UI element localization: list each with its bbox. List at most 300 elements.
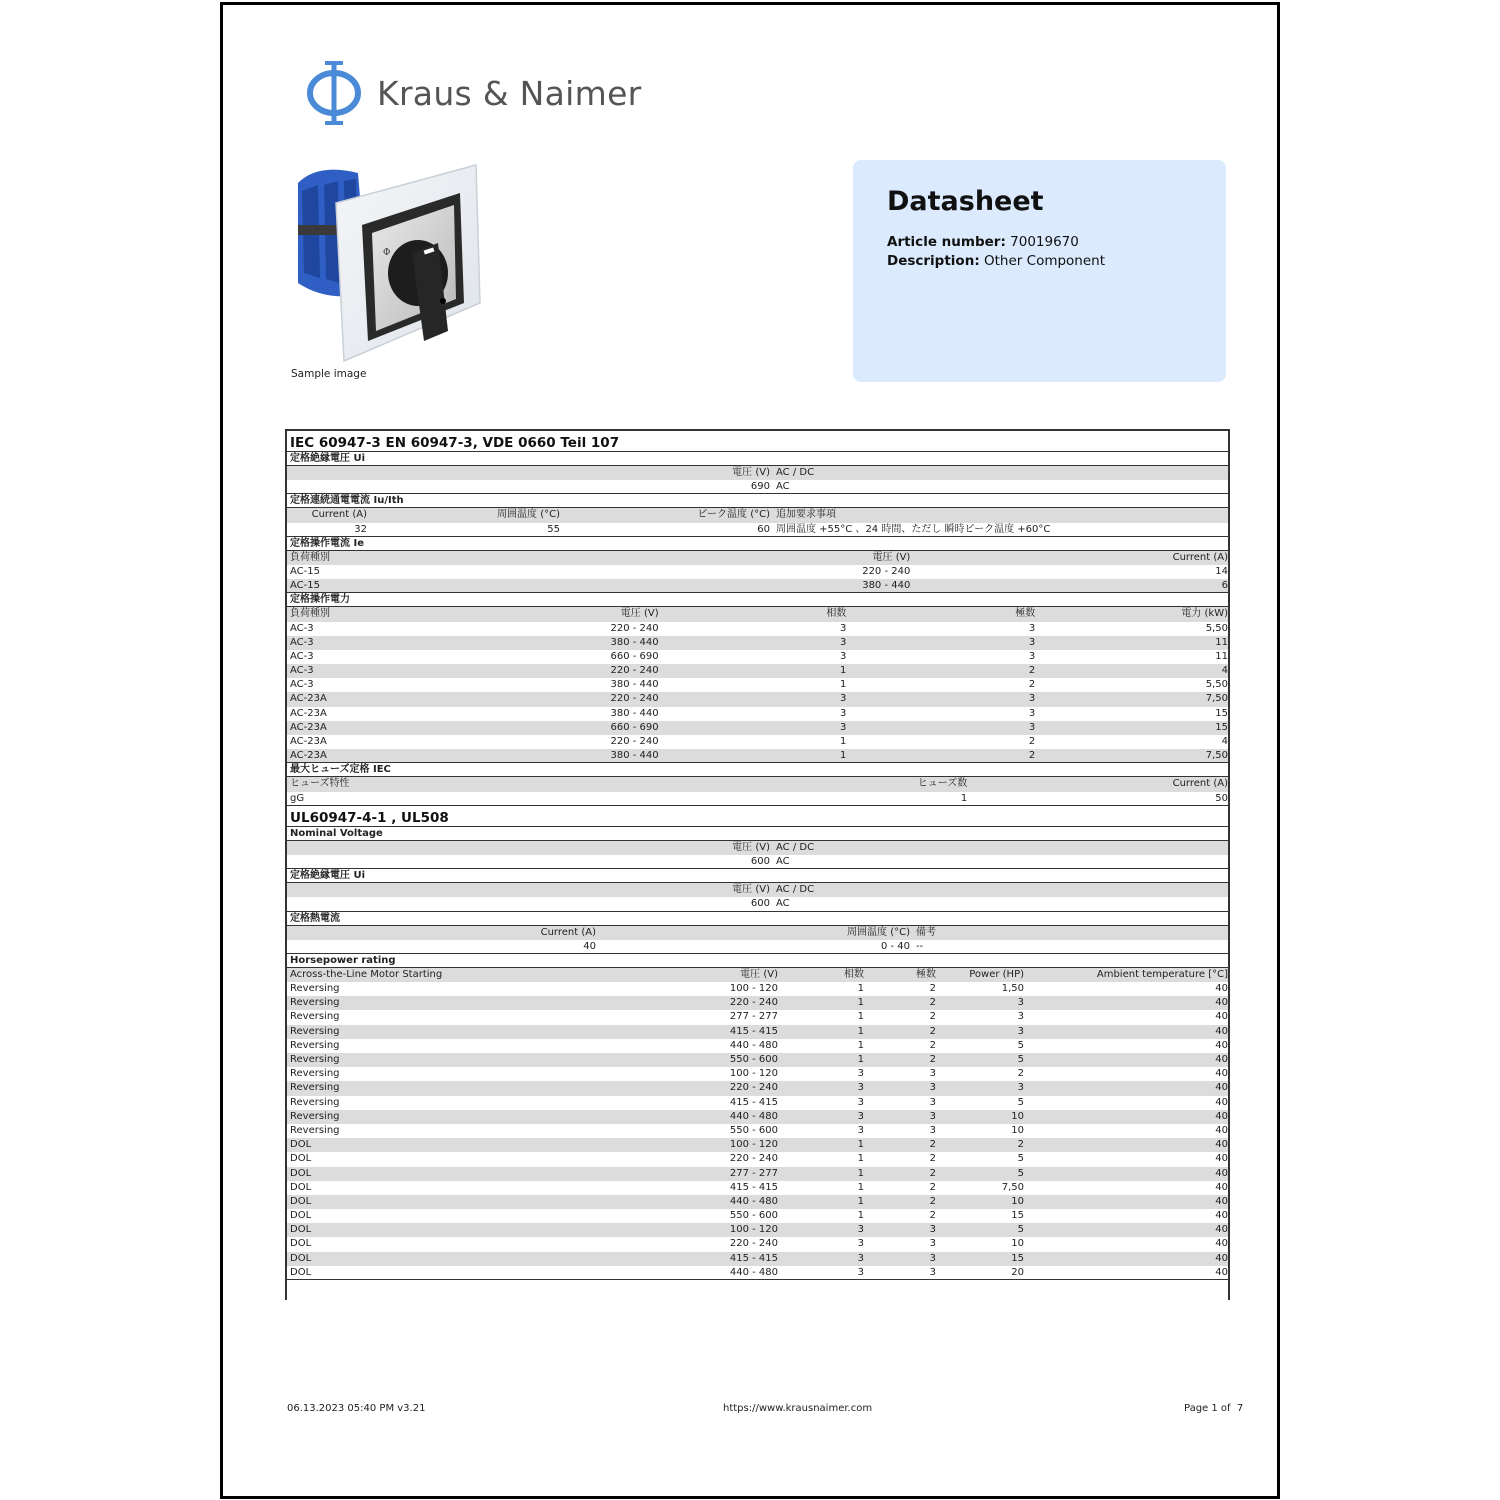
col-header-additional: 追加要求事項 bbox=[776, 509, 836, 521]
table-row bbox=[287, 996, 1228, 1010]
table-row bbox=[287, 707, 1228, 721]
motor-starting-type: Reversing bbox=[290, 1110, 340, 1122]
phases: 3 bbox=[840, 650, 847, 662]
motor-starting-type: Reversing bbox=[290, 1039, 340, 1051]
motor-starting-type: DOL bbox=[290, 1153, 312, 1165]
col-header-voltage: 電圧 (V) bbox=[740, 968, 778, 980]
ul-nominal-header-row bbox=[287, 841, 1228, 855]
poles: 2 bbox=[929, 1139, 936, 1151]
load-type: AC-23A bbox=[290, 707, 327, 719]
phases: 3 bbox=[840, 721, 847, 733]
poles: 2 bbox=[1028, 679, 1036, 691]
voltage: 220 - 240 bbox=[610, 622, 659, 634]
voltage: 380 - 440 bbox=[862, 580, 911, 592]
voltage: 380 - 440 bbox=[610, 636, 659, 648]
col-header-current: Current (A) bbox=[540, 926, 596, 938]
power-hp: 10 bbox=[1011, 1124, 1024, 1136]
phases: 1 bbox=[857, 1153, 864, 1165]
voltage: 220 - 240 bbox=[729, 1082, 778, 1094]
product-image bbox=[288, 163, 482, 363]
svg-text:Φ: Φ bbox=[383, 248, 391, 258]
motor-starting-type: Reversing bbox=[290, 1082, 340, 1094]
load-type: AC-23A bbox=[290, 693, 327, 705]
table-row bbox=[287, 1195, 1228, 1209]
power-hp: 5 bbox=[1017, 1224, 1024, 1236]
ambient-temp: 40 bbox=[1215, 1266, 1228, 1278]
acdc-value: AC bbox=[776, 481, 790, 493]
ambient-temp: 40 bbox=[1215, 1124, 1228, 1136]
voltage: 277 - 277 bbox=[729, 1167, 778, 1179]
load-type: AC-23A bbox=[290, 736, 327, 747]
table-row bbox=[287, 636, 1228, 650]
col-header-load-type: 負荷種別 bbox=[290, 551, 330, 563]
load-type: AC-3 bbox=[290, 650, 314, 662]
datasheet-page bbox=[220, 2, 1280, 1499]
voltage: 380 - 440 bbox=[610, 679, 659, 691]
voltage: 660 - 690 bbox=[610, 721, 659, 733]
load-type: AC-3 bbox=[290, 622, 314, 634]
voltage: 415 - 415 bbox=[729, 1096, 778, 1108]
power-hp: 10 bbox=[1011, 1195, 1024, 1207]
phases: 3 bbox=[857, 1096, 864, 1108]
poles: 2 bbox=[1028, 750, 1036, 762]
iec-power-title: 定格操作電力 bbox=[287, 593, 1228, 607]
table-row bbox=[287, 1025, 1228, 1039]
table-row bbox=[287, 1138, 1228, 1152]
voltage: 380 - 440 bbox=[610, 750, 659, 762]
poles: 3 bbox=[1028, 721, 1036, 733]
ambient-temp: 40 bbox=[1215, 1238, 1228, 1250]
ambient-temp: 40 bbox=[1215, 983, 1228, 995]
motor-starting-type: Reversing bbox=[290, 1054, 340, 1065]
additional-value: 周囲温度 +55°C 、24 時間、ただし 瞬時ピーク温度 +60°C bbox=[776, 523, 1051, 535]
iec-fuse-header-row bbox=[287, 777, 1228, 791]
table-row bbox=[287, 1181, 1228, 1195]
voltage: 100 - 120 bbox=[729, 1068, 778, 1080]
iec-ie-header-row bbox=[287, 551, 1228, 565]
voltage: 220 - 240 bbox=[729, 1238, 778, 1250]
load-type: AC-23A bbox=[290, 750, 327, 762]
col-header-acdc: AC / DC bbox=[776, 467, 815, 478]
col-header-fuse-count: ヒューズ数 bbox=[917, 778, 968, 790]
col-header-voltage: 電圧 (V) bbox=[620, 608, 659, 620]
datasheet-title: Datasheet bbox=[887, 186, 1044, 217]
motor-starting-type: Reversing bbox=[290, 1124, 340, 1136]
power-kw: 15 bbox=[1215, 721, 1228, 733]
ambient-temp: 40 bbox=[1215, 997, 1228, 1009]
ambient-temp: 40 bbox=[1215, 1054, 1228, 1065]
ambient-temp-value: 55 bbox=[547, 523, 560, 535]
col-header-phases: 相数 bbox=[844, 968, 864, 980]
power-kw: 5,50 bbox=[1205, 622, 1228, 634]
article-number-label: Article number: bbox=[887, 234, 1006, 250]
ambient-temp: 40 bbox=[1215, 1252, 1228, 1264]
voltage: 415 - 415 bbox=[729, 1181, 778, 1193]
motor-starting-type: Reversing bbox=[290, 983, 340, 995]
voltage: 415 - 415 bbox=[729, 1252, 778, 1264]
table-row bbox=[287, 1053, 1228, 1067]
voltage: 440 - 480 bbox=[729, 1266, 778, 1278]
current-value: 32 bbox=[354, 523, 367, 535]
phases: 1 bbox=[840, 736, 847, 747]
voltage: 440 - 480 bbox=[729, 1195, 778, 1207]
poles: 3 bbox=[929, 1096, 936, 1108]
article-number-value: 70019670 bbox=[1010, 234, 1079, 250]
voltage: 440 - 480 bbox=[729, 1110, 778, 1122]
col-header-poles: 極数 bbox=[916, 968, 936, 980]
poles: 3 bbox=[929, 1124, 936, 1136]
phases: 3 bbox=[857, 1224, 864, 1236]
sample-image-caption: Sample image bbox=[291, 368, 367, 380]
footer-page-number: Page 1 of 7 bbox=[1184, 1403, 1244, 1414]
poles: 2 bbox=[929, 1153, 936, 1165]
phases: 1 bbox=[857, 1139, 864, 1151]
iec-ui-value-row bbox=[287, 480, 1228, 494]
voltage: 100 - 120 bbox=[729, 983, 778, 995]
phases: 1 bbox=[840, 679, 847, 691]
table-row bbox=[287, 1124, 1228, 1138]
table-row bbox=[287, 565, 1228, 579]
ul-thermal-header-row bbox=[287, 926, 1228, 940]
spec-tables bbox=[285, 429, 1230, 1300]
motor-starting-type: DOL bbox=[290, 1139, 312, 1151]
table-row bbox=[287, 1266, 1228, 1280]
fuse-type: gG bbox=[290, 792, 305, 804]
col-header-ambient-temp: 周囲温度 (°C) bbox=[497, 509, 560, 521]
col-header-voltage: 電圧 (V) bbox=[872, 551, 911, 563]
col-header-phases: 相数 bbox=[826, 608, 847, 620]
poles: 3 bbox=[929, 1082, 936, 1094]
table-row bbox=[287, 1252, 1228, 1266]
phases: 3 bbox=[857, 1110, 864, 1122]
table-row bbox=[287, 1223, 1228, 1237]
iec-ui-title: 定格絶縁電圧 Ui bbox=[287, 452, 1228, 466]
poles: 2 bbox=[929, 997, 936, 1009]
col-header-ambient-temp: Ambient temperature [°C] bbox=[1096, 968, 1228, 980]
load-type: AC-3 bbox=[290, 679, 314, 691]
phases: 1 bbox=[857, 1011, 864, 1023]
ambient-temp: 40 bbox=[1215, 1068, 1228, 1080]
col-header-motor-starting: Across-the-Line Motor Starting bbox=[290, 968, 443, 980]
voltage: 660 - 690 bbox=[610, 650, 659, 662]
ul-hp-header-row bbox=[287, 968, 1228, 982]
poles: 3 bbox=[1028, 693, 1036, 705]
phases: 1 bbox=[857, 1210, 864, 1222]
ambient-temp: 40 bbox=[1215, 1210, 1228, 1222]
power-hp: 5 bbox=[1017, 1054, 1024, 1065]
voltage-value: 690 bbox=[750, 481, 770, 493]
phases: 3 bbox=[840, 636, 847, 648]
iec-iu-header-row bbox=[287, 508, 1228, 522]
iec-iu-value-row bbox=[287, 523, 1228, 537]
phases: 1 bbox=[857, 1039, 864, 1051]
phases: 3 bbox=[857, 1238, 864, 1250]
fuse-count: 1 bbox=[960, 792, 968, 804]
table-row bbox=[287, 1237, 1228, 1251]
motor-starting-type: Reversing bbox=[290, 1096, 340, 1108]
poles: 3 bbox=[1028, 636, 1036, 648]
poles: 3 bbox=[1028, 707, 1036, 719]
table-row bbox=[287, 678, 1228, 692]
phases: 1 bbox=[857, 1195, 864, 1207]
motor-starting-type: DOL bbox=[290, 1238, 312, 1250]
motor-starting-type: DOL bbox=[290, 1252, 312, 1264]
table-row bbox=[287, 1039, 1228, 1053]
ambient-temp: 40 bbox=[1215, 1039, 1228, 1051]
ul-thermal-value-row bbox=[287, 940, 1228, 954]
ambient-temp-value: 0 - 40 bbox=[880, 940, 910, 952]
ul-hp-rows bbox=[287, 982, 1228, 1280]
ul-standard-title: UL60947-4-1 , UL508 bbox=[287, 806, 1228, 827]
ambient-temp: 40 bbox=[1215, 1167, 1228, 1179]
table-row bbox=[287, 1167, 1228, 1181]
iec-ui-header-row bbox=[287, 466, 1228, 480]
ambient-temp: 40 bbox=[1215, 1096, 1228, 1108]
col-header-ambient-temp: 周囲温度 (°C) bbox=[847, 926, 910, 938]
iec-standard-title: IEC 60947-3 EN 60947-3, VDE 0660 Teil 107 bbox=[287, 431, 1228, 452]
voltage: 415 - 415 bbox=[729, 1025, 778, 1037]
ul-ui-value-row bbox=[287, 897, 1228, 911]
current: 50 bbox=[1215, 792, 1228, 804]
ambient-temp: 40 bbox=[1215, 1153, 1228, 1165]
power-kw: 5,50 bbox=[1205, 679, 1228, 691]
table-row bbox=[287, 579, 1228, 593]
remarks-value: -- bbox=[916, 940, 924, 952]
description bbox=[887, 252, 1192, 271]
table-row bbox=[287, 1152, 1228, 1166]
load-type: AC-15 bbox=[290, 565, 320, 577]
motor-starting-type: DOL bbox=[290, 1210, 312, 1222]
poles: 2 bbox=[929, 983, 936, 995]
table-row bbox=[287, 1067, 1228, 1081]
poles: 3 bbox=[1028, 650, 1036, 662]
phases: 3 bbox=[840, 707, 847, 719]
phases: 3 bbox=[840, 693, 847, 705]
current: 6 bbox=[1221, 580, 1228, 592]
current: 14 bbox=[1215, 565, 1228, 577]
motor-starting-type: DOL bbox=[290, 1266, 312, 1278]
voltage: 100 - 120 bbox=[729, 1139, 778, 1151]
table-row bbox=[287, 1081, 1228, 1095]
voltage: 220 - 240 bbox=[610, 693, 659, 705]
phases: 3 bbox=[840, 622, 847, 634]
voltage: 380 - 440 bbox=[610, 707, 659, 719]
iec-power-header-row bbox=[287, 607, 1228, 621]
acdc-value: AC bbox=[776, 898, 790, 910]
power-kw: 4 bbox=[1221, 665, 1228, 677]
poles: 3 bbox=[929, 1238, 936, 1250]
col-header-power-hp: Power (HP) bbox=[969, 968, 1024, 980]
table-row bbox=[287, 982, 1228, 996]
poles: 3 bbox=[1028, 622, 1036, 634]
ul-nominal-title: Nominal Voltage bbox=[287, 827, 1228, 841]
power-hp: 5 bbox=[1017, 1096, 1024, 1108]
description-label: Description: bbox=[887, 253, 980, 269]
ambient-temp: 40 bbox=[1215, 1139, 1228, 1151]
poles: 3 bbox=[929, 1110, 936, 1122]
phases: 3 bbox=[857, 1124, 864, 1136]
table-row bbox=[287, 735, 1228, 749]
poles: 2 bbox=[929, 1011, 936, 1023]
poles: 3 bbox=[929, 1252, 936, 1264]
poles: 2 bbox=[929, 1195, 936, 1207]
motor-starting-type: DOL bbox=[290, 1195, 312, 1207]
iec-iu-title: 定格連続通電電流 Iu/Ith bbox=[287, 494, 1228, 508]
load-type: AC-3 bbox=[290, 665, 314, 677]
phases: 3 bbox=[857, 1068, 864, 1080]
power-hp: 5 bbox=[1017, 1039, 1024, 1051]
load-type: AC-15 bbox=[290, 580, 320, 592]
power-kw: 4 bbox=[1221, 736, 1228, 747]
poles: 2 bbox=[1028, 736, 1036, 747]
poles: 2 bbox=[929, 1181, 936, 1193]
col-header-load-type: 負荷種別 bbox=[290, 608, 330, 620]
phases: 3 bbox=[857, 1266, 864, 1278]
table-row bbox=[287, 664, 1228, 678]
motor-starting-type: Reversing bbox=[290, 1025, 340, 1037]
voltage: 220 - 240 bbox=[729, 1153, 778, 1165]
power-kw: 11 bbox=[1215, 650, 1228, 662]
footer-url[interactable]: https://www.krausnaimer.com bbox=[723, 1403, 873, 1414]
ul-ui-header-row bbox=[287, 883, 1228, 897]
power-hp: 3 bbox=[1017, 1025, 1024, 1037]
voltage: 550 - 600 bbox=[729, 1210, 778, 1222]
table-row bbox=[287, 622, 1228, 636]
ambient-temp: 40 bbox=[1215, 1011, 1228, 1023]
col-header-fuse-type: ヒューズ特性 bbox=[290, 778, 350, 790]
peak-temp-value: 60 bbox=[757, 523, 770, 535]
col-header-current: Current (A) bbox=[1172, 551, 1228, 563]
col-header-poles: 極数 bbox=[1015, 608, 1036, 620]
voltage-value: 600 bbox=[750, 898, 770, 910]
motor-starting-type: Reversing bbox=[290, 1068, 340, 1080]
voltage: 220 - 240 bbox=[862, 565, 911, 577]
load-type: AC-3 bbox=[290, 636, 314, 648]
col-header-power-kw: 電力 (kW) bbox=[1181, 608, 1228, 620]
power-hp: 5 bbox=[1017, 1153, 1024, 1165]
datasheet-info-box bbox=[853, 160, 1226, 382]
motor-starting-type: Reversing bbox=[290, 997, 340, 1009]
voltage: 220 - 240 bbox=[729, 997, 778, 1009]
table-row bbox=[287, 749, 1228, 763]
footer-timestamp: 06.13.2023 05:40 PM v3.21 bbox=[287, 1403, 426, 1414]
poles: 3 bbox=[929, 1068, 936, 1080]
iec-fuse-title: 最大ヒューズ定格 IEC bbox=[287, 763, 1228, 777]
phases: 1 bbox=[857, 997, 864, 1009]
voltage: 220 - 240 bbox=[610, 736, 659, 747]
voltage: 100 - 120 bbox=[729, 1224, 778, 1236]
iec-ie-title: 定格操作電流 Ie bbox=[287, 537, 1228, 551]
poles: 2 bbox=[929, 1039, 936, 1051]
col-header-current: Current (A) bbox=[1172, 778, 1228, 790]
phases: 1 bbox=[857, 1025, 864, 1037]
power-kw: 11 bbox=[1215, 636, 1228, 648]
ul-ui-title: 定格絶縁電圧 Ui bbox=[287, 869, 1228, 883]
phases: 1 bbox=[840, 665, 847, 677]
brand-logo bbox=[305, 57, 642, 129]
col-header-acdc: AC / DC bbox=[776, 841, 815, 853]
power-hp: 15 bbox=[1011, 1210, 1024, 1222]
col-header-peak-temp: ピーク温度 (°C) bbox=[697, 509, 770, 521]
voltage-value: 600 bbox=[750, 855, 770, 867]
acdc-value: AC bbox=[776, 855, 790, 867]
power-hp: 7,50 bbox=[1001, 1181, 1024, 1193]
power-hp: 10 bbox=[1011, 1238, 1024, 1250]
power-hp: 5 bbox=[1017, 1167, 1024, 1179]
power-kw: 7,50 bbox=[1205, 693, 1228, 705]
ambient-temp: 40 bbox=[1215, 1082, 1228, 1094]
phases: 1 bbox=[840, 750, 847, 762]
motor-starting-type: DOL bbox=[290, 1224, 312, 1236]
poles: 2 bbox=[929, 1167, 936, 1179]
ambient-temp: 40 bbox=[1215, 1181, 1228, 1193]
power-hp: 2 bbox=[1017, 1139, 1024, 1151]
power-hp: 3 bbox=[1017, 997, 1024, 1009]
voltage: 440 - 480 bbox=[729, 1039, 778, 1051]
poles: 2 bbox=[1028, 665, 1036, 677]
phases: 1 bbox=[857, 983, 864, 995]
poles: 3 bbox=[929, 1224, 936, 1236]
poles: 2 bbox=[929, 1210, 936, 1222]
power-hp: 3 bbox=[1017, 1011, 1024, 1023]
poles: 2 bbox=[929, 1054, 936, 1065]
phases: 3 bbox=[857, 1082, 864, 1094]
article-number bbox=[887, 233, 1192, 252]
motor-starting-type: Reversing bbox=[290, 1011, 340, 1023]
table-row bbox=[287, 650, 1228, 664]
power-hp: 20 bbox=[1011, 1266, 1024, 1278]
col-header-voltage: 電圧 (V) bbox=[732, 841, 770, 853]
table-row bbox=[287, 1209, 1228, 1223]
voltage: 550 - 600 bbox=[729, 1054, 778, 1065]
iec-power-rows bbox=[287, 622, 1228, 764]
phi-logo-icon bbox=[305, 59, 363, 127]
ul-nominal-value-row bbox=[287, 855, 1228, 869]
power-hp: 1,50 bbox=[1001, 983, 1024, 995]
phases: 3 bbox=[857, 1252, 864, 1264]
table-row bbox=[287, 692, 1228, 706]
power-hp: 15 bbox=[1011, 1252, 1024, 1264]
current-value: 40 bbox=[583, 940, 596, 952]
table-row bbox=[287, 792, 1228, 806]
ambient-temp: 40 bbox=[1215, 1224, 1228, 1236]
motor-starting-type: DOL bbox=[290, 1167, 312, 1179]
description-value: Other Component bbox=[984, 253, 1106, 269]
power-hp: 2 bbox=[1017, 1068, 1024, 1080]
motor-starting-type: DOL bbox=[290, 1181, 312, 1193]
poles: 2 bbox=[929, 1025, 936, 1037]
phases: 1 bbox=[857, 1167, 864, 1179]
power-hp: 3 bbox=[1017, 1082, 1024, 1094]
table-row bbox=[287, 721, 1228, 735]
col-header-current: Current (A) bbox=[311, 509, 367, 521]
poles: 3 bbox=[929, 1266, 936, 1278]
ambient-temp: 40 bbox=[1215, 1195, 1228, 1207]
table-row bbox=[287, 1110, 1228, 1124]
ambient-temp: 40 bbox=[1215, 1110, 1228, 1122]
table-row bbox=[287, 1010, 1228, 1024]
col-header-voltage: 電圧 (V) bbox=[732, 467, 770, 478]
col-header-remarks: 備考 bbox=[916, 926, 936, 938]
voltage: 220 - 240 bbox=[610, 665, 659, 677]
brand-name: Kraus & Naimer bbox=[377, 73, 642, 113]
voltage: 277 - 277 bbox=[729, 1011, 778, 1023]
load-type: AC-23A bbox=[290, 721, 327, 733]
col-header-acdc: AC / DC bbox=[776, 884, 815, 896]
power-kw: 7,50 bbox=[1205, 750, 1228, 762]
ul-thermal-title: 定格熱電流 bbox=[287, 912, 1228, 926]
voltage: 550 - 600 bbox=[729, 1124, 778, 1136]
